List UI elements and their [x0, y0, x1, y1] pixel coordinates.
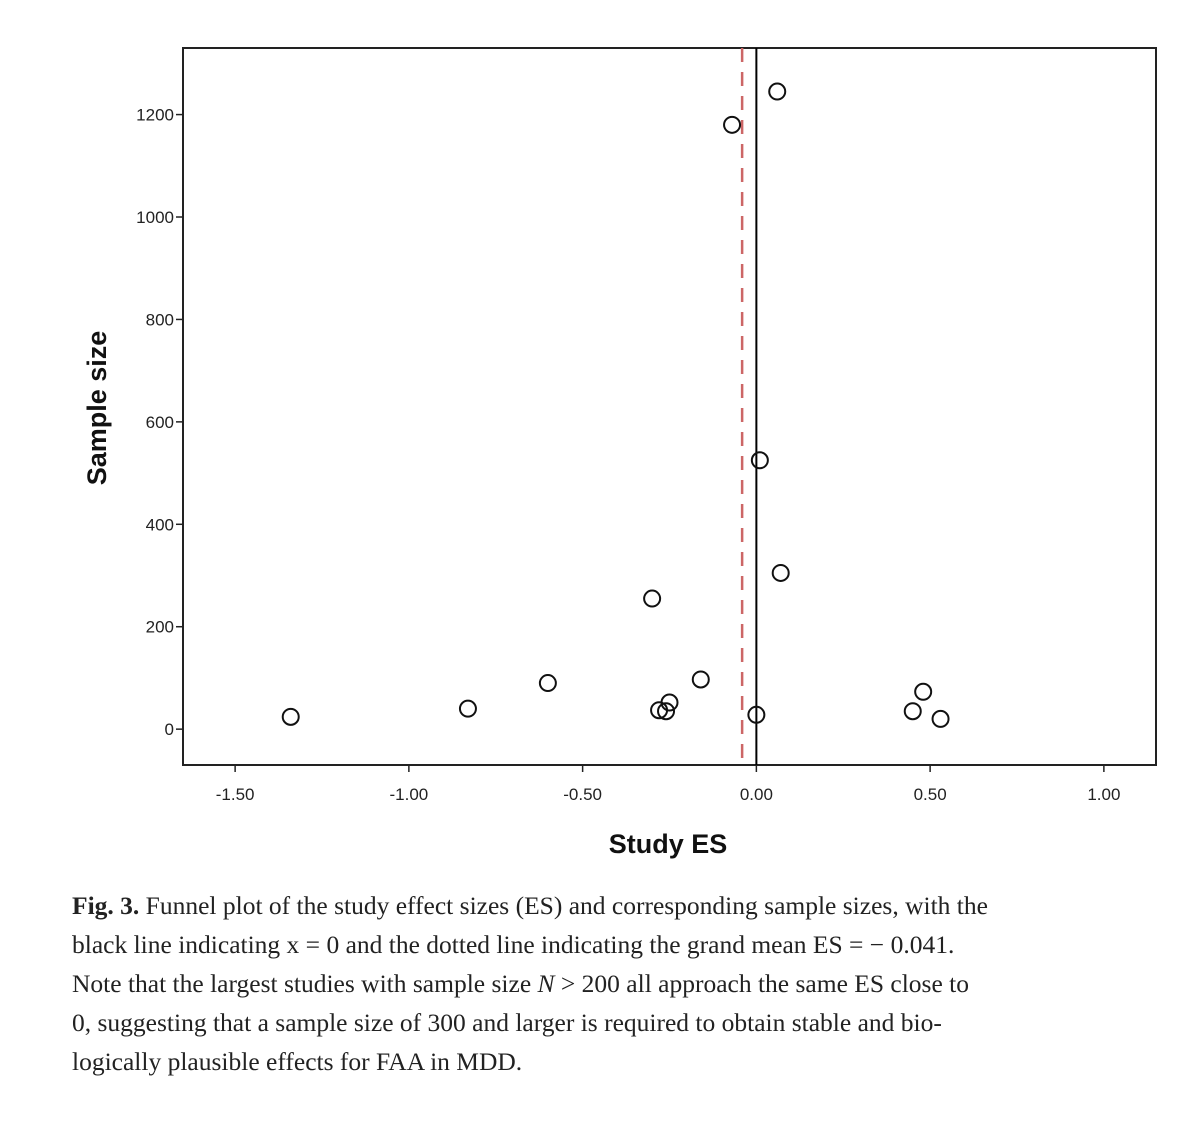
data-point	[460, 701, 476, 717]
caption-line-2: black line indicating x = 0 and the dotted line indicating the grand mean ES = − 0.041.	[72, 930, 955, 959]
reference-lines	[742, 48, 756, 765]
y-tick-label: 1200	[136, 105, 174, 125]
data-point	[773, 565, 789, 581]
caption-text-3b: > 200 all approach the same ES close to	[554, 969, 970, 998]
caption-line-4: 0, suggesting that a sample size of 300 and larger is required to obtain stable and bio-	[72, 1008, 942, 1037]
y-tick-label: 0	[164, 720, 174, 740]
y-tick-label: 800	[145, 310, 174, 330]
data-point	[915, 684, 931, 700]
x-tick-label: 0.50	[913, 785, 947, 804]
plot-frame	[183, 48, 1156, 765]
y-tick-label: 600	[145, 412, 174, 432]
caption-variable-n: N	[537, 969, 555, 998]
y-axis-title: Sample size	[82, 330, 112, 486]
y-tick-label: 400	[145, 515, 174, 535]
x-tick-label: 1.00	[1087, 785, 1121, 804]
figure-caption	[72, 886, 1172, 1081]
x-axis-title: Study ES	[608, 829, 728, 859]
x-tick-label: 0.00	[739, 785, 773, 804]
caption-line-3	[72, 964, 1172, 1003]
data-point	[540, 675, 556, 691]
caption-line-1	[72, 886, 1172, 925]
figure-label: Fig. 3.	[72, 891, 140, 920]
data-point	[283, 709, 299, 725]
y-axis	[136, 106, 183, 740]
y-tick-label: 1000	[136, 208, 174, 228]
caption-text-1: Funnel plot of the study effect sizes (ES) and corresponding sample sizes, with the	[145, 891, 988, 920]
data-point	[644, 591, 660, 607]
data-point	[905, 703, 921, 719]
data-point	[693, 671, 709, 687]
data-point	[752, 452, 768, 468]
data-point	[724, 117, 740, 133]
x-tick-label: -1.00	[389, 785, 429, 804]
x-tick-label: -1.50	[215, 785, 255, 804]
data-points	[283, 84, 949, 727]
y-tick-label: 200	[145, 617, 174, 637]
x-tick-label: -0.50	[563, 785, 602, 804]
caption-text-3a: Note that the largest studies with sample size	[72, 969, 538, 998]
data-point	[769, 84, 785, 100]
data-point	[933, 711, 949, 727]
x-axis	[216, 765, 1121, 804]
caption-line-5: logically plausible effects for FAA in MDD.	[72, 1047, 523, 1076]
